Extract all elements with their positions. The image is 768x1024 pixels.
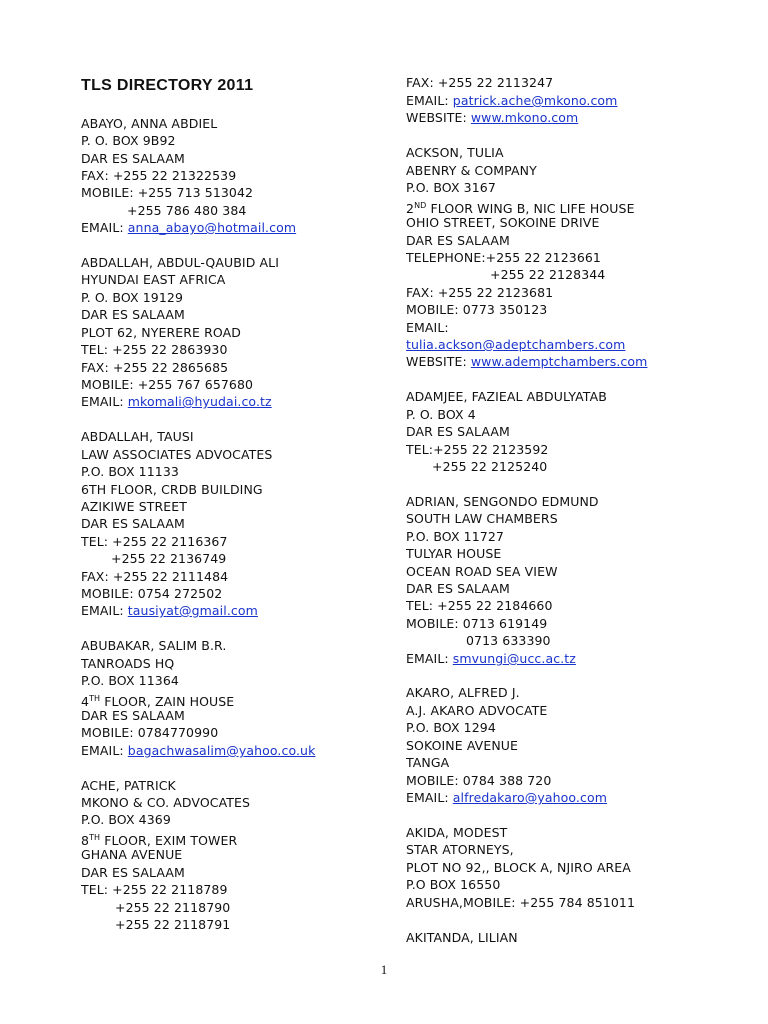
directory-line <box>111 550 226 567</box>
line-text: FAX: +255 22 21322539 <box>81 168 237 183</box>
directory-line <box>406 597 553 614</box>
directory-line <box>115 916 230 933</box>
directory-line <box>406 388 607 405</box>
directory-line <box>406 789 607 806</box>
line-text: +255 22 2118791 <box>115 917 231 932</box>
directory-line <box>81 289 183 306</box>
contact-link[interactable]: patrick.ache@mkono.com <box>452 93 618 108</box>
directory-line <box>81 393 272 410</box>
line-text: TEL:+255 22 2123592 <box>406 442 549 457</box>
line-text: MOBILE: 0784 388 720 <box>406 773 552 788</box>
directory-line <box>406 249 601 266</box>
contact-link[interactable]: tausiyat@gmail.com <box>127 603 258 618</box>
directory-line <box>81 846 182 863</box>
directory-line <box>406 162 537 179</box>
directory-line <box>81 167 236 184</box>
line-text: FLOOR, EXIM TOWER <box>100 833 238 848</box>
line-text: EMAIL: <box>406 320 449 335</box>
line-text: MOBILE: 0713 619149 <box>406 616 548 631</box>
directory-line <box>432 458 547 475</box>
directory-line <box>406 336 625 353</box>
directory-line <box>406 74 553 91</box>
line-text: ABDALLAH, ABDUL-QAUBID ALI <box>81 255 280 270</box>
field-label: EMAIL: <box>406 651 453 666</box>
line-text: ARUSHA,MOBILE: +255 784 851011 <box>406 895 636 910</box>
directory-line <box>81 707 185 724</box>
directory-line <box>81 150 185 167</box>
contact-link[interactable]: anna_abayo@hotmail.com <box>127 220 297 235</box>
line-text: ADRIAN, SENGONDO EDMUND <box>406 494 599 509</box>
line-text: ADAMJEE, FAZIEAL ABDULYATAB <box>406 389 607 404</box>
line-text: STAR ATORNEYS, <box>406 842 514 857</box>
directory-line <box>406 92 617 109</box>
line-text: LAW ASSOCIATES ADVOCATES <box>81 447 273 462</box>
directory-line <box>81 324 241 341</box>
line-text: DAR ES SALAAM <box>81 307 185 322</box>
line-text: MOBILE: 0754 272502 <box>81 586 223 601</box>
line-text: P.O BOX 16550 <box>406 877 501 892</box>
line-text: +255 22 2118790 <box>115 900 231 915</box>
line-text: FAX: +255 22 2111484 <box>81 569 229 584</box>
directory-line <box>406 702 547 719</box>
directory-line <box>81 533 228 550</box>
line-text: ACHE, PATRICK <box>81 778 176 793</box>
floor-number: 4 <box>81 694 90 709</box>
directory-line <box>406 179 496 196</box>
directory-line <box>406 929 518 946</box>
directory-line <box>81 359 228 376</box>
directory-line <box>406 650 576 667</box>
line-text: GHANA AVENUE <box>81 847 183 862</box>
directory-line <box>81 742 315 759</box>
line-text: FAX: +255 22 2123681 <box>406 285 554 300</box>
directory-line <box>466 632 551 649</box>
field-label: EMAIL: <box>81 603 128 618</box>
line-text: PLOT 62, NYERERE ROAD <box>81 325 241 340</box>
line-text: FAX: +255 22 2113247 <box>406 75 554 90</box>
line-text: TANROADS HQ <box>81 656 175 671</box>
line-text: 0713 633390 <box>466 633 551 648</box>
directory-line <box>81 655 174 672</box>
line-text: P. O. BOX 9B92 <box>81 133 176 148</box>
directory-line <box>127 202 246 219</box>
field-label: EMAIL: <box>81 743 128 758</box>
directory-line <box>406 510 558 527</box>
line-text: MOBILE: 0784770990 <box>81 725 219 740</box>
directory-line <box>406 841 514 858</box>
line-text: ABDALLAH, TAUSI <box>81 429 194 444</box>
line-text: OCEAN ROAD SEA VIEW <box>406 564 558 579</box>
directory-line <box>406 772 551 789</box>
line-text: TEL: +255 22 2184660 <box>406 598 553 613</box>
line-text: MKONO & CO. ADVOCATES <box>81 795 251 810</box>
directory-line <box>406 737 518 754</box>
line-text: P. O. BOX 4 <box>406 407 476 422</box>
directory-line <box>406 754 449 771</box>
line-text: +255 786 480 384 <box>127 203 247 218</box>
contact-link[interactable]: www.ademptchambers.com <box>470 354 648 369</box>
directory-line <box>406 684 520 701</box>
floor-number: 8 <box>81 833 90 848</box>
line-text: 6TH FLOOR, CRDB BUILDING <box>81 482 263 497</box>
line-text: AKITANDA, LILIAN <box>406 930 518 945</box>
ordinal-suffix: ND <box>414 201 427 210</box>
directory-line <box>81 881 228 898</box>
directory-line <box>81 672 179 689</box>
directory-line <box>81 637 226 654</box>
directory-line <box>81 376 253 393</box>
directory-line <box>406 214 599 231</box>
directory-line <box>406 284 553 301</box>
line-text: HYUNDAI EAST AFRICA <box>81 272 226 287</box>
line-text: DAR ES SALAAM <box>81 708 185 723</box>
directory-line <box>406 406 476 423</box>
line-text: DAR ES SALAAM <box>406 581 510 596</box>
line-text: DAR ES SALAAM <box>406 233 510 248</box>
line-text: A.J. AKARO ADVOCATE <box>406 703 548 718</box>
directory-line <box>81 498 187 515</box>
ordinal-suffix: TH <box>89 833 101 842</box>
line-text: DAR ES SALAAM <box>406 424 510 439</box>
directory-line <box>490 266 605 283</box>
directory-line <box>406 563 558 580</box>
line-text: MOBILE: +255 713 513042 <box>81 185 254 200</box>
directory-line <box>81 463 179 480</box>
directory-line <box>406 423 510 440</box>
page-number: 1 <box>380 962 388 977</box>
directory-line <box>406 894 635 911</box>
line-text: SOUTH LAW CHAMBERS <box>406 511 558 526</box>
page-title: TLS DIRECTORY 2011 <box>81 77 254 94</box>
directory-line <box>81 777 176 794</box>
directory-line <box>81 306 185 323</box>
line-text: FLOOR WING B, NIC LIFE HOUSE <box>426 201 635 216</box>
line-text: SOKOINE AVENUE <box>406 738 519 753</box>
directory-line <box>81 585 222 602</box>
line-text: OHIO STREET, SOKOINE DRIVE <box>406 215 600 230</box>
line-text: FAX: +255 22 2865685 <box>81 360 229 375</box>
line-text: P. O. BOX 19129 <box>81 290 184 305</box>
directory-line <box>406 493 599 510</box>
field-label: EMAIL: <box>81 394 128 409</box>
directory-line <box>81 428 194 445</box>
directory-line <box>81 184 253 201</box>
directory-line <box>406 301 547 318</box>
line-text: ABENRY & COMPANY <box>406 163 537 178</box>
line-text: P.O. BOX 1294 <box>406 720 496 735</box>
line-text: TEL: +255 22 2863930 <box>81 342 228 357</box>
directory-line <box>406 545 501 562</box>
directory-line <box>81 724 218 741</box>
directory-line <box>406 528 504 545</box>
directory-line <box>406 353 647 370</box>
directory-line <box>81 515 185 532</box>
directory-line <box>81 602 258 619</box>
line-text: P.O. BOX 11364 <box>81 673 179 688</box>
directory-line <box>406 109 578 126</box>
line-text: AZIKIWE STREET <box>81 499 188 514</box>
line-text: DAR ES SALAAM <box>81 516 185 531</box>
line-text: ABUBAKAR, SALIM B.R. <box>81 638 227 653</box>
directory-line <box>81 132 176 149</box>
line-text: AKIDA, MODEST <box>406 825 508 840</box>
line-text: ACKSON, TULIA <box>406 145 504 160</box>
contact-link[interactable]: alfredakaro@yahoo.com <box>452 790 607 805</box>
line-text: DAR ES SALAAM <box>81 865 185 880</box>
contact-link[interactable]: bagachwasalim@yahoo.co.uk <box>127 743 316 758</box>
directory-line <box>81 254 279 271</box>
field-label: WEBSITE: <box>406 110 471 125</box>
line-text: P.O. BOX 3167 <box>406 180 496 195</box>
line-text: +255 22 2125240 <box>432 459 548 474</box>
line-text: DAR ES SALAAM <box>81 151 185 166</box>
line-text: TEL: +255 22 2118789 <box>81 882 228 897</box>
line-text: MOBILE: +255 767 657680 <box>81 377 254 392</box>
directory-line <box>406 615 547 632</box>
directory-line <box>406 580 510 597</box>
directory-line <box>81 568 228 585</box>
directory-line <box>406 232 510 249</box>
line-text: +255 22 2128344 <box>490 267 606 282</box>
directory-line <box>406 859 631 876</box>
line-text: TEL: +255 22 2116367 <box>81 534 228 549</box>
line-text: PLOT NO 92,, BLOCK A, NJIRO AREA <box>406 860 631 875</box>
directory-line <box>81 794 250 811</box>
contact-link[interactable]: tulia.ackson@adeptchambers.com <box>406 337 626 352</box>
field-label: EMAIL: <box>406 790 453 805</box>
line-text: +255 22 2136749 <box>111 551 227 566</box>
directory-line <box>81 446 272 463</box>
directory-line <box>81 811 171 828</box>
directory-line <box>81 481 263 498</box>
directory-line <box>115 899 230 916</box>
line-text: TANGA <box>406 755 450 770</box>
line-text: MOBILE: 0773 350123 <box>406 302 548 317</box>
directory-line <box>81 219 296 236</box>
line-text: ABAYO, ANNA ABDIEL <box>81 116 218 131</box>
directory-line <box>406 876 500 893</box>
directory-line <box>81 864 185 881</box>
line-text: P.O. BOX 11133 <box>81 464 179 479</box>
directory-line <box>406 144 504 161</box>
directory-line <box>406 319 449 336</box>
line-text: FLOOR, ZAIN HOUSE <box>100 694 235 709</box>
line-text: TELEPHONE:+255 22 2123661 <box>406 250 601 265</box>
directory-line <box>81 115 217 132</box>
directory-line <box>406 441 548 458</box>
directory-line <box>406 719 496 736</box>
line-text: P.O. BOX 4369 <box>81 812 171 827</box>
line-text: TULYAR HOUSE <box>406 546 502 561</box>
directory-line <box>406 824 507 841</box>
contact-link[interactable]: mkomali@hyudai.co.tz <box>127 394 272 409</box>
floor-number: 2 <box>406 201 415 216</box>
directory-line <box>81 271 225 288</box>
contact-link[interactable]: smvungi@ucc.ac.tz <box>452 651 576 666</box>
line-text: AKARO, ALFRED J. <box>406 685 520 700</box>
directory-line <box>81 341 228 358</box>
ordinal-suffix: TH <box>89 694 101 703</box>
field-label: WEBSITE: <box>406 354 471 369</box>
field-label: EMAIL: <box>81 220 128 235</box>
field-label: EMAIL: <box>406 93 453 108</box>
contact-link[interactable]: www.mkono.com <box>470 110 579 125</box>
line-text: P.O. BOX 11727 <box>406 529 504 544</box>
